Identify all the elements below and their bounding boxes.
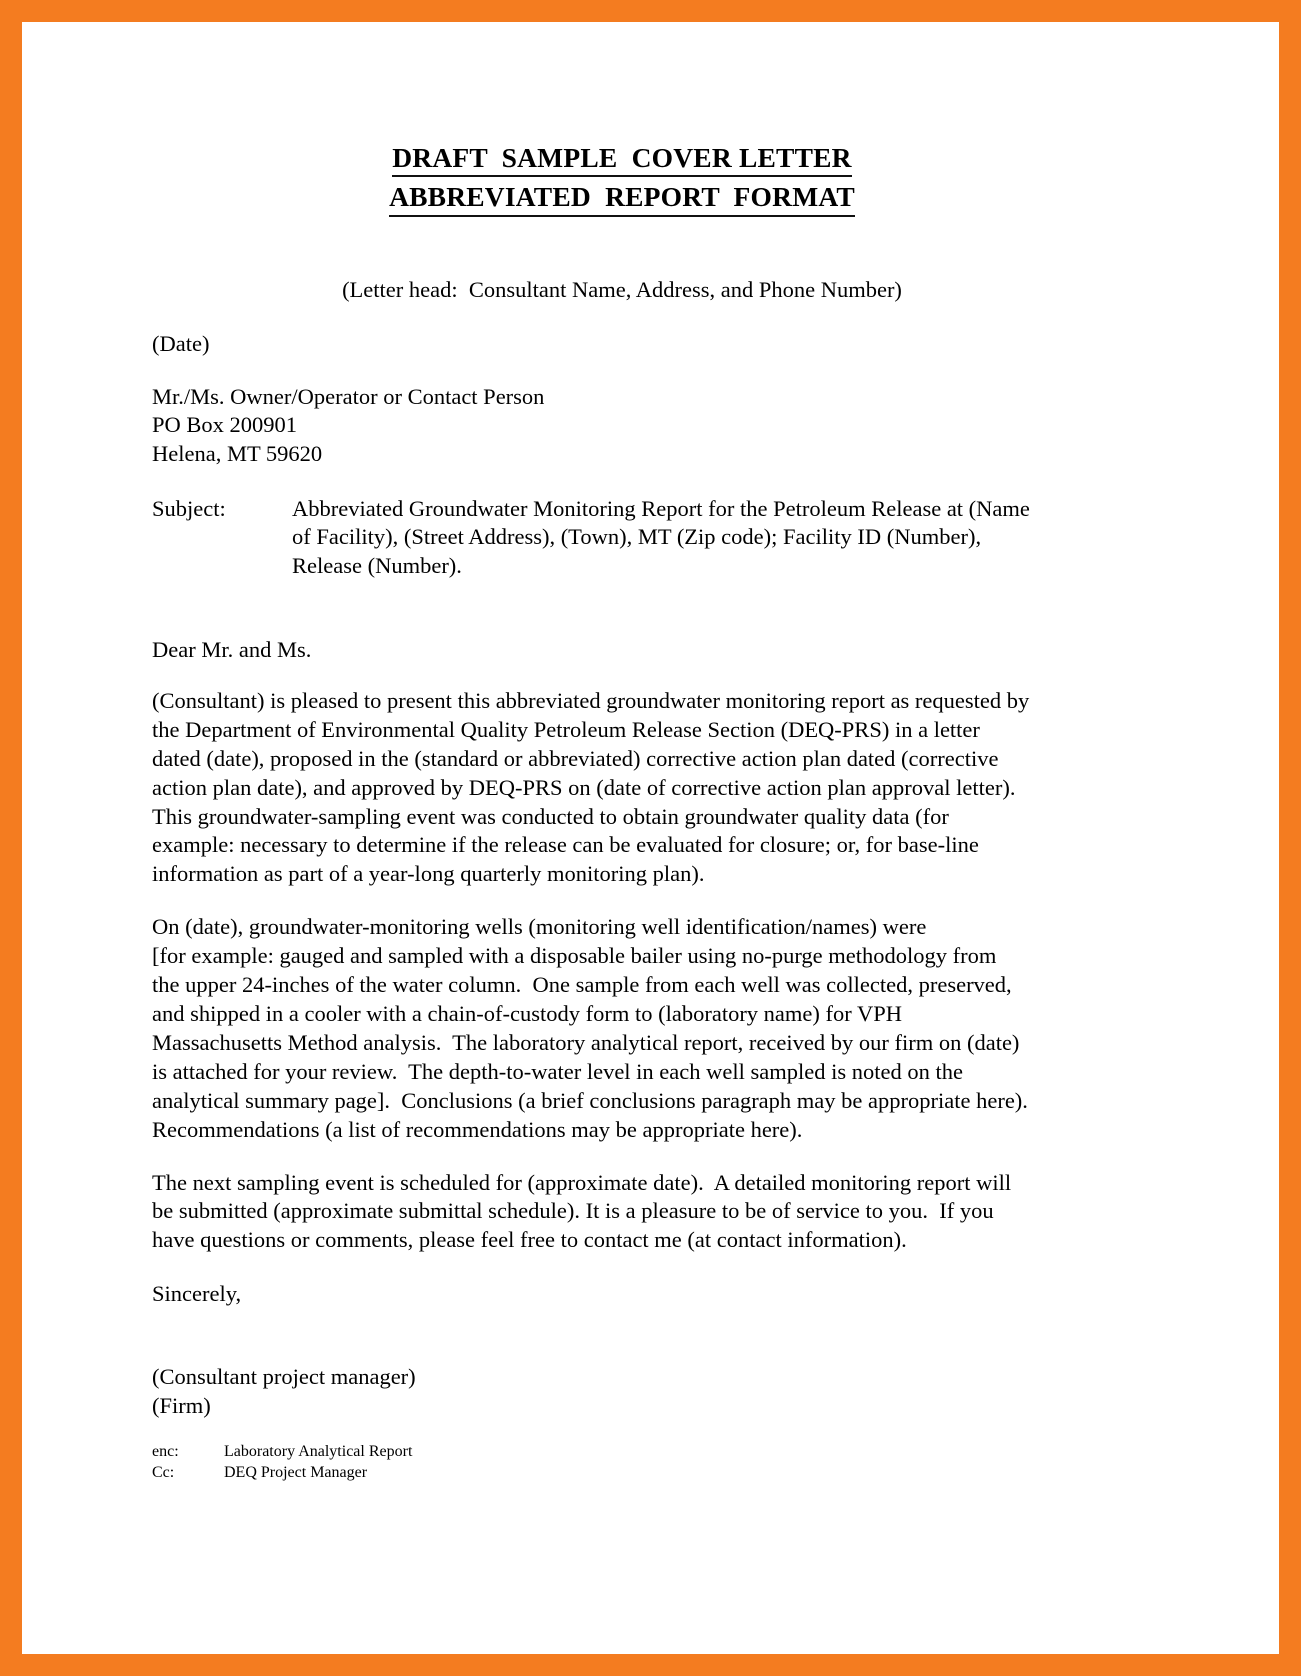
paper-sheet <box>22 22 1279 1654</box>
paragraph-line: dated (date), proposed in the (standard or abbreviated) corrective action plan dated (corrective <box>152 745 999 771</box>
paragraph-line: be submitted (approximate submittal schedule). It is a pleasure to be of service to you. If you <box>152 1198 994 1224</box>
subject-block <box>152 495 1092 581</box>
recipient-name: Mr./Ms. Owner/Operator or Contact Person <box>152 383 545 409</box>
document-title <box>152 142 1092 217</box>
signer-title: (Consultant project manager) <box>152 1364 416 1390</box>
document-page <box>22 22 1279 1654</box>
paragraph-line: [for example: gauged and sampled with a disposable bailer using no-purge methodology from <box>152 943 997 969</box>
title-line-2: ABBREVIATED REPORT FORMAT <box>389 181 855 216</box>
signature-block <box>152 1363 1092 1420</box>
paragraph-line: the upper 24-inches of the water column. One sample from each well was collected, preserved, <box>152 972 1012 998</box>
paragraph-line: analytical summary page]. Conclusions (a brief conclusions paragraph may be appropriate here). <box>152 1087 1028 1113</box>
enclosure-row <box>152 1442 1092 1463</box>
paragraph-line: information as part of a year-long quarterly monitoring plan). <box>152 861 705 887</box>
recipient-address-block <box>152 383 1092 469</box>
signer-firm: (Firm) <box>152 1392 211 1418</box>
paragraph-line: is attached for your review. The depth-to-water level in each well sampled is noted on the <box>152 1058 963 1084</box>
letterhead-placeholder: (Letter head: Consultant Name, Address, and Phone Number) <box>342 276 902 302</box>
enclosure-label: enc: <box>152 1443 179 1461</box>
paragraph-methods <box>152 913 1092 1144</box>
paragraph-line: Recommendations (a list of recommendations may be appropriate here). <box>152 1116 803 1142</box>
recipient-city-state-zip: Helena, MT 59620 <box>152 441 323 466</box>
enclosure-value: Laboratory Analytical Report <box>224 1443 413 1461</box>
subject-text <box>292 495 1092 581</box>
cc-value: DEQ Project Manager <box>224 1464 368 1482</box>
title-line-1: DRAFT SAMPLE COVER LETTER <box>392 142 851 177</box>
subject-line: Release (Number). <box>292 553 462 579</box>
cc-label: Cc: <box>152 1464 175 1482</box>
subject-line: of Facility), (Street Address), (Town), MT (Zip code); Facility ID (Number), <box>292 524 982 550</box>
subject-line: Abbreviated Groundwater Monitoring Report for the Petroleum Release at (Name <box>292 495 1030 521</box>
paragraph-line: action plan date), and approved by DEQ-PRS on (date of corrective action plan approval letter). <box>152 774 1016 800</box>
paragraph-line: example: necessary to determine if the release can be evaluated for closure; or, for base-line <box>152 832 979 858</box>
salutation: Dear Mr. and Ms. <box>152 636 312 662</box>
paragraph-line: have questions or comments, please feel free to contact me (at contact information). <box>152 1227 907 1253</box>
paragraph-next-steps <box>152 1169 1092 1256</box>
paragraph-line: Massachusetts Method analysis. The laboratory analytical report, received by our firm on (date) <box>152 1029 1020 1055</box>
paragraph-line: The next sampling event is scheduled for (approximate date). A detailed monitoring report will <box>152 1169 1012 1195</box>
date-placeholder: (Date) <box>152 330 210 356</box>
subject-label: Subject: <box>152 495 226 521</box>
paragraph-intro <box>152 687 1092 889</box>
paragraph-line: On (date), groundwater-monitoring wells (monitoring well identification/names) were <box>152 914 927 940</box>
enclosure-block <box>152 1442 1092 1484</box>
enclosure-row <box>152 1463 1092 1484</box>
paragraph-line: (Consultant) is pleased to present this abbreviated groundwater monitoring report as requested by <box>152 687 1030 713</box>
recipient-street: PO Box 200901 <box>152 412 298 438</box>
paragraph-line: the Department of Environmental Quality Petroleum Release Section (DEQ-PRS) in a letter <box>152 716 980 742</box>
paragraph-line: and shipped in a cooler with a chain-of-custody form to (laboratory name) for VPH <box>152 1001 902 1027</box>
closing-salutation: Sincerely, <box>152 1281 242 1307</box>
letter-content <box>152 142 1092 1484</box>
paragraph-line: This groundwater-sampling event was conducted to obtain groundwater quality data (for <box>152 803 949 829</box>
